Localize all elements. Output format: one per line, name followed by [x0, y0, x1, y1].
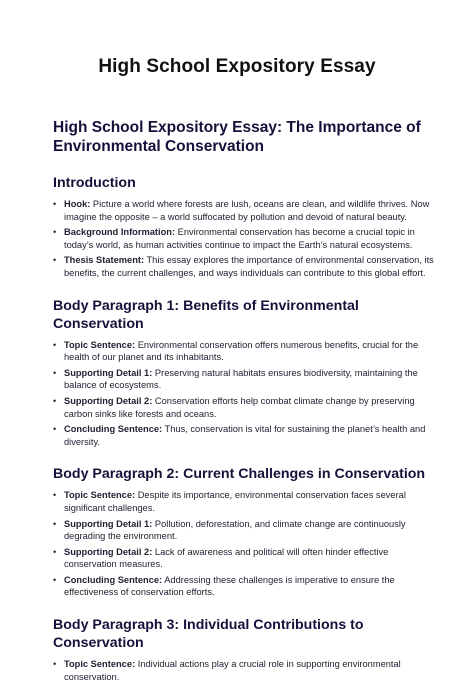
- point-label: Supporting Detail 2:: [64, 395, 153, 406]
- section-heading-body-2: Body Paragraph 2: Current Challenges in Conservation: [53, 466, 426, 483]
- point-text: Preserving natural habitats ensures biodiversity, maintaining the balance of ecosystems.: [64, 367, 418, 391]
- section-heading-body-3: Body Paragraph 3: Individual Contributions to Conservation: [53, 617, 364, 652]
- point-label: Supporting Detail 2:: [64, 546, 153, 557]
- body-1-points: [53, 339, 438, 449]
- essay-title: High School Expository Essay: The Importance of Environmental Conservation: [53, 119, 421, 155]
- point-label: Concluding Sentence:: [64, 574, 163, 585]
- bullet-icon: •: [53, 339, 57, 350]
- document-title: High School Expository Essay: [98, 56, 376, 77]
- point-label: Supporting Detail 1:: [64, 518, 153, 529]
- list-item: [53, 546, 438, 571]
- list-item: [53, 574, 438, 599]
- bullet-icon: •: [53, 199, 57, 209]
- point-text: Environmental conservation has become a crucial topic in today’s world, as human activities continue to impact the Earth’s natural ecosystems.: [64, 227, 415, 250]
- point-text: This essay explores the importance of environmental conservation, its benefits, the current challenges, and ways individuals can contribute to this global effort.: [64, 255, 434, 278]
- point-label: Topic Sentence:: [64, 339, 136, 350]
- bullet-icon: •: [53, 518, 57, 529]
- body-2-points: [53, 489, 438, 599]
- list-item: [53, 423, 438, 448]
- list-item: [53, 198, 438, 223]
- body-3-points: [53, 658, 438, 683]
- list-item: [53, 226, 438, 251]
- point-label: Background Information:: [64, 227, 176, 238]
- point-text: Conservation efforts help combat climate change by preserving carbon sinks like forests and oceans.: [64, 395, 415, 419]
- point-text: Picture a world where forests are lush, oceans are clean, and wildlife thrives. Now imagine the opposite – a world suffocated by pollution and devoid of natural beauty.: [64, 199, 430, 222]
- list-item: [53, 339, 438, 364]
- point-text: Individual actions play a crucial role in supporting environmental conservation.: [64, 659, 401, 682]
- point-text: Environmental conservation offers numerous benefits, crucial for the health of our planet and its inhabitants.: [64, 339, 419, 363]
- bullet-icon: •: [53, 227, 57, 238]
- list-item: [53, 518, 438, 543]
- list-item: [53, 367, 438, 392]
- point-label: Topic Sentence:: [64, 659, 136, 670]
- bullet-icon: •: [53, 659, 57, 670]
- introduction-points: [53, 198, 438, 280]
- point-label: Topic Sentence:: [64, 490, 136, 501]
- point-text: Lack of awareness and political will often hinder effective conservation measures.: [64, 546, 389, 570]
- bullet-icon: •: [53, 546, 57, 557]
- section-heading-introduction: Introduction: [53, 175, 136, 191]
- point-label: Concluding Sentence:: [64, 424, 163, 435]
- section-heading-body-1: Body Paragraph 1: Benefits of Environmental Conservation: [53, 297, 359, 332]
- point-text: Despite its importance, environmental conservation faces several significant challenges.: [64, 490, 406, 513]
- point-text: Thus, conservation is vital for sustaining the planet’s health and diversity.: [64, 424, 426, 447]
- bullet-icon: •: [53, 574, 57, 585]
- point-label: Hook:: [64, 199, 91, 209]
- point-label: Supporting Detail 1:: [64, 367, 153, 378]
- list-item: [53, 395, 438, 420]
- list-item: [53, 254, 438, 279]
- bullet-icon: •: [53, 367, 57, 378]
- list-item: [53, 489, 438, 514]
- bullet-icon: •: [53, 395, 57, 406]
- list-item: [53, 658, 438, 683]
- point-text: Addressing these challenges is imperative to ensure the effectiveness of conservation efforts.: [64, 574, 395, 598]
- bullet-icon: •: [53, 490, 57, 501]
- bullet-icon: •: [53, 255, 57, 266]
- point-label: Thesis Statement:: [64, 255, 145, 266]
- point-text: Pollution, deforestation, and climate change are continuously degrading the environment.: [64, 518, 406, 542]
- bullet-icon: •: [53, 424, 57, 435]
